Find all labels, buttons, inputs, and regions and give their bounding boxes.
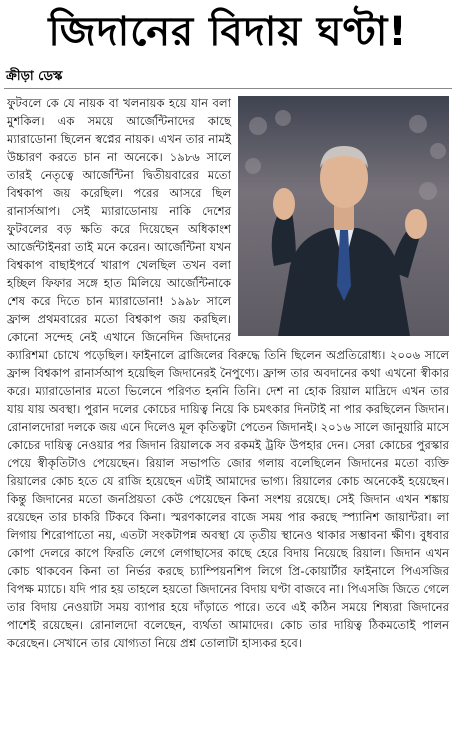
article-paragraph (7, 94, 449, 652)
byline-desk: ক্রীড়া ডেস্ক (6, 69, 63, 84)
headline: জিদানের বিদায় ঘণ্টা! (48, 9, 408, 55)
article-text-part1: ফুটবলে কে যে নায়ক বা খলনায়ক হয়ে যান বলা মুশকিল। এক সময়ে আর্জেন্টিনাদের কাছে ম্যারাডোনা ছিলেন স্বপ্নের নায়ক। এখন তার নামই উচ্চারণ করতে চান না অনেকে। ১৯৮৬ সালে তারই নেতৃত্বে আর্জেন্টিনা দ্বিতীয়বারের মতো বিশ্বকাপ জয় করেছিল। পরের আসরে ছিল রানার্সআপ। সেই ম্যারাডোনায় নাকি দেশের ফুটবলের বড় ক্ষতি করে দিয়েছেন অধিকাংশ আর্জেন্টাইনরা তাই মনে করেন। আর্জেন্টিনা যখন বিশ্বকাপ বাছাইপর্বে খারাপ খেলছিল তখন বলা হচ্ছিল ফিফার সঙ্গে হাত মিলিয়ে আর্জেন্টিনাকে শেষ করে দিতে চান ম্যারাডোনা! ১৯৯৮ সালে ফ্রান্স প্রথমবারের মতো বিশ্বকাপ জয় করছিল। কোনো সন্দেহ নেই এখানে জিনেদিন জিদানের ক্যারিশমা চোখে পড়েছিল। ফাইনালে ব্রাজিলের বিরুদ্ধে তিনি ছিলেন অপ্রতিরোধ্য। ২০০৬ সালে ফ্রান্স বিশ্বকাপ রানার্সআপ হয়েছিল জিদানেরই নৈপুণ্যে। ফ্রান্স তার অবদানের কথা এখনো স্বীকার করে। ম্যারাডোনার মতো ভিলেনে পরিণত হননি তিনি। দেশ না হোক রিয়াল মাদ্রিদে এখন তার যায় যায় অবস্থা। পুরান দলের কোচের দায়িত্ব নিয়ে কি চমৎকার দিনটাই না পার করছিলেন জিদান। রোনালদোরা দলকে জয় এনে দিলেও মূল কৃতিত্বটা পেতেন জিদানই। ২০১৬ সালে জানুয়ারি মাসে কোচের দায়িত্ব নেওয়ার পর জিদান রিয়ালকে সব রকমই ট্রফি উপহার দেন। (7, 96, 449, 452)
article-photo (238, 96, 449, 336)
article-text-part2: সেরা কোচের পুরস্কার পেয়ে স্বীকৃতিটাও পেয়েছেন। রিয়াল সভাপতি জোর গলায় বলেছিলেন জিদানের মতো ব্যক্তি রিয়ালের কোচ হতে যে রাজি হয়েছেন এটাই আমাদের ভাগ্য। রিয়ালের কোচ অনেকেই হয়েছেন। কিন্তু জিদানের মতো জনপ্রিয়তা কেউ পেয়েছেন কিনা সংশয় রয়েছে। সেই জিদান এখন শঙ্কায় রয়েছেন তার চাকরি টিকবে কিনা। স্মরণকালের বাজে সময় পার করছে স্প্যানিশ জায়ান্টরা। লা লিগায় শিরোপাতো নয়, এতটা সংকটাপন্ন অবস্থা যে তৃতীয় স্থানেও থাকার সম্ভাবনা ক্ষীণ। বুধবার কোপা দেলরে কাপে ফিরতি লেগে লেগাছাসের কাছে হেরে বিদায় নিয়েছে রিয়াল। জিদান এখন কোচ থাকবেন কিনা তা নির্ভর করছে চ্যাম্পিয়নশিপ লিগে প্রি-কোয়ার্টার ফাইনালে পিএসজির বিপক্ষ ম্যাচে। যদি পার হয় তাহলে হয়তো জিদানের বিদায় ঘণ্টা বাজবে না। পিএসজি জিতে গেলে তার বিদায় নেওয়াটা সময় ব্যাপার হয়ে দাঁড়াতে পারে। তবে এই কঠিন সময়ে শিষ্যরা জিদানের পাশেই রয়েছেন। রোনালদো বলেছেন, ব্যর্থতা আমাদের। কোচ তার দায়িত্ব ঠিকমতোই পালন করেছেন। সেখানে তার যোগ্যতা নিয়ে প্রশ্ন তোলাটা হাস্যকর হবে। (7, 438, 450, 650)
article-body (7, 94, 449, 652)
zidane-photo-illustration (238, 96, 449, 336)
divider (4, 88, 452, 89)
